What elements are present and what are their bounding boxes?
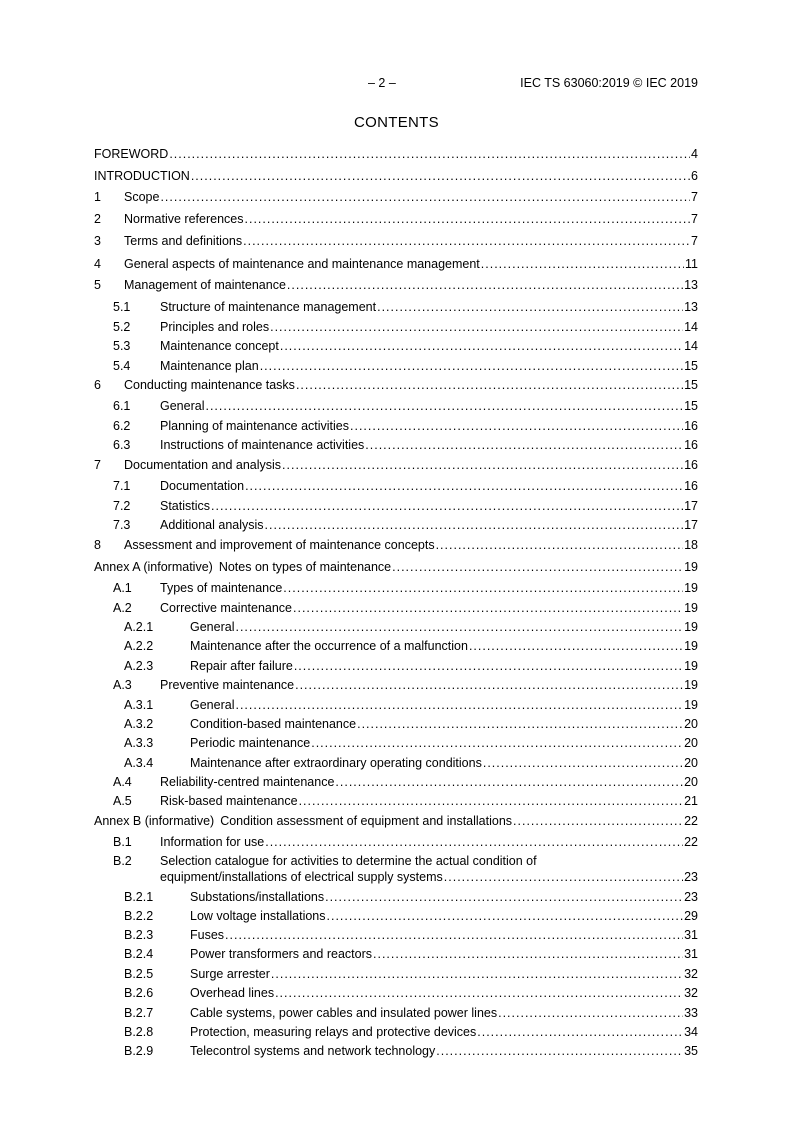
toc-entry-page: 16 <box>684 419 698 433</box>
toc-entry-number: A.2.1 <box>124 620 154 634</box>
dot-leader <box>357 716 683 732</box>
toc-entry-page: 32 <box>684 986 698 1000</box>
toc-entry[interactable] <box>124 908 698 924</box>
toc-entry[interactable] <box>113 478 698 494</box>
dot-leader <box>335 774 683 790</box>
toc-entry-title: Documentation and analysis <box>124 458 282 472</box>
dot-leader <box>325 889 683 905</box>
toc-entry-number: 5.1 <box>113 300 131 314</box>
toc-entry[interactable] <box>113 358 698 374</box>
toc-entry[interactable] <box>94 377 698 393</box>
toc-entry-number: 1 <box>94 190 101 204</box>
dot-leader <box>225 927 683 943</box>
toc-entry-page: 17 <box>684 518 698 532</box>
toc-entry-number: 7.2 <box>113 499 131 513</box>
dot-leader <box>270 319 683 335</box>
dot-leader <box>283 580 683 596</box>
toc-entry-title: Power transformers and reactors <box>190 947 373 961</box>
toc-entry-page: 13 <box>684 300 698 314</box>
toc-entry-title: Substations/installations <box>190 890 325 904</box>
toc-entry[interactable] <box>113 834 698 850</box>
toc-entry[interactable] <box>113 437 698 453</box>
toc-entry-page: 19 <box>684 560 698 574</box>
toc-entry[interactable] <box>113 580 698 596</box>
toc-entry[interactable] <box>113 677 698 693</box>
dot-leader <box>469 638 683 654</box>
toc-entry-number: A.2.2 <box>124 639 154 653</box>
dot-leader <box>436 1043 683 1059</box>
toc-entry-number: 5.2 <box>113 320 131 334</box>
toc-entry-number: A.3.3 <box>124 736 154 750</box>
toc-entry-number: A.4 <box>113 775 132 789</box>
toc-entry-page: 33 <box>684 1006 698 1020</box>
toc-entry[interactable] <box>94 813 698 829</box>
dot-leader <box>260 358 683 374</box>
toc-entry-title: Documentation <box>160 479 245 493</box>
toc-entry-page: 20 <box>684 775 698 789</box>
toc-entry[interactable] <box>113 319 698 335</box>
toc-entry-page: 15 <box>684 399 698 413</box>
toc-entry-number: A.3.1 <box>124 698 154 712</box>
toc-entry-page: 13 <box>684 278 698 292</box>
toc-entry[interactable] <box>124 927 698 943</box>
toc-entry-page: 14 <box>684 339 698 353</box>
toc-entry-number: B.2.6 <box>124 986 154 1000</box>
toc-entry-title: Repair after failure <box>190 659 293 673</box>
toc-entry-number: 3 <box>94 234 101 248</box>
toc-entry-page: 20 <box>684 736 698 750</box>
toc-entry[interactable] <box>94 233 698 249</box>
toc-entry-number: A.2 <box>113 601 132 615</box>
toc-entry-number: Annex B (informative) <box>94 814 215 828</box>
toc-entry-page: 31 <box>684 928 698 942</box>
toc-entry-page: 20 <box>684 717 698 731</box>
toc-entry-title: Normative references <box>124 212 244 226</box>
toc-entry-number: 7 <box>94 458 101 472</box>
toc-entry-title: Periodic maintenance <box>190 736 311 750</box>
toc-entry-title: Planning of maintenance activities <box>160 419 350 433</box>
toc-entry[interactable] <box>124 889 698 905</box>
dot-leader <box>265 834 683 850</box>
toc-entry-number: A.3.4 <box>124 756 154 770</box>
toc-entry-title: General aspects of maintenance and maintenance management <box>124 257 480 271</box>
toc-entry-number: 6.3 <box>113 438 131 452</box>
toc-entry-number: B.1 <box>113 835 132 849</box>
dot-leader <box>296 377 683 393</box>
toc-entry-page: 7 <box>691 190 698 204</box>
toc-entry[interactable] <box>124 697 698 713</box>
toc-entry-title: Protection, measuring relays and protective devices <box>190 1025 477 1039</box>
dot-leader <box>271 966 683 982</box>
toc-entry-page: 22 <box>684 814 698 828</box>
dot-leader <box>169 146 690 162</box>
toc-entry[interactable] <box>94 168 698 184</box>
toc-entry-page: 19 <box>684 581 698 595</box>
toc-entry-number: Annex A (informative) <box>94 560 213 574</box>
toc-entry-page: 16 <box>684 438 698 452</box>
toc-entry[interactable] <box>94 457 698 473</box>
toc-entry-page: 18 <box>684 538 698 552</box>
toc-entry-number: 5 <box>94 278 101 292</box>
toc-entry-title: Assessment and improvement of maintenance concepts <box>124 538 435 552</box>
dot-leader <box>245 211 691 227</box>
toc-entry-page: 16 <box>684 458 698 472</box>
dot-leader <box>205 398 683 414</box>
toc-entry-title: Condition assessment of equipment and installations <box>220 814 513 828</box>
toc-entry-page: 34 <box>684 1025 698 1039</box>
toc-entry-number: B.2.2 <box>124 909 154 923</box>
page-title: CONTENTS <box>354 114 439 131</box>
toc-entry[interactable] <box>124 1024 698 1040</box>
toc-entry[interactable] <box>124 985 698 1001</box>
toc-entry-title: Statistics <box>160 499 211 513</box>
toc-entry-number: 8 <box>94 538 101 552</box>
toc-entry-number: 2 <box>94 212 101 226</box>
dot-leader <box>245 478 683 494</box>
dot-leader <box>295 677 683 693</box>
toc-entry-page: 7 <box>691 212 698 226</box>
toc-entry-title: INTRODUCTION <box>94 169 190 183</box>
toc-entry-title: Principles and roles <box>160 320 270 334</box>
toc-entry[interactable] <box>94 211 698 227</box>
toc-entry-page: 31 <box>684 947 698 961</box>
toc-entry-page: 29 <box>684 909 698 923</box>
dot-leader <box>275 985 683 1001</box>
toc-entry-number: A.3.2 <box>124 717 154 731</box>
dot-leader <box>498 1005 683 1021</box>
toc-entry-title: Terms and definitions <box>124 234 243 248</box>
toc-entry-title: Condition-based maintenance <box>190 717 357 731</box>
toc-entry-page: 19 <box>684 678 698 692</box>
toc-entry-title: Types of maintenance <box>160 581 283 595</box>
toc-entry[interactable] <box>124 735 698 751</box>
dot-leader <box>365 437 683 453</box>
toc-entry-page: 17 <box>684 499 698 513</box>
toc-entry-title: Maintenance concept <box>160 339 279 353</box>
toc-entry-page: 32 <box>684 967 698 981</box>
toc-entry-title: Scope <box>124 190 160 204</box>
toc-entry-page: 22 <box>684 835 698 849</box>
toc-entry-number: B.2.5 <box>124 967 154 981</box>
dot-leader <box>483 755 683 771</box>
dot-leader <box>327 908 684 924</box>
toc-entry-page: 23 <box>684 870 698 884</box>
dot-leader <box>294 658 683 674</box>
toc-entry-title: Preventive maintenance <box>160 678 295 692</box>
toc-entry-page: 15 <box>684 378 698 392</box>
toc-entry-page: 23 <box>684 890 698 904</box>
toc-entry-number: A.3 <box>113 678 132 692</box>
toc-entry-number: B.2.4 <box>124 947 154 961</box>
dot-leader <box>436 537 684 553</box>
toc-entry-title: Structure of maintenance management <box>160 300 377 314</box>
toc-entry-page: 35 <box>684 1044 698 1058</box>
toc-entry[interactable] <box>124 966 698 982</box>
toc-entry-number: 5.3 <box>113 339 131 353</box>
page-number: – 2 – <box>368 76 396 90</box>
toc-entry-title: Surge arrester <box>190 967 270 981</box>
toc-entry-title: Conducting maintenance tasks <box>124 378 295 392</box>
toc-entry[interactable] <box>124 1005 698 1021</box>
dot-leader <box>280 338 683 354</box>
dot-leader <box>243 233 690 249</box>
dot-leader <box>282 457 683 473</box>
toc-entry-title: General <box>190 698 235 712</box>
toc-entry[interactable] <box>113 418 698 434</box>
toc-entry-number: 7.1 <box>113 479 131 493</box>
toc-entry-title: General <box>190 620 235 634</box>
toc-entry-title: Instructions of maintenance activities <box>160 438 365 452</box>
toc-entry-page: 21 <box>684 794 698 808</box>
toc-entry-number: B.2 <box>113 854 132 868</box>
dot-leader <box>293 600 683 616</box>
toc-entry-page: 15 <box>684 359 698 373</box>
toc-entry-title: Management of maintenance <box>124 278 286 292</box>
toc-entry-page: 19 <box>684 659 698 673</box>
toc-entry-number: 6.1 <box>113 399 131 413</box>
toc-entry-title: Information for use <box>160 835 265 849</box>
toc-entry-page: 7 <box>691 234 698 248</box>
toc-entry-page: 20 <box>684 756 698 770</box>
dot-leader <box>265 517 684 533</box>
toc-entry[interactable] <box>94 189 698 205</box>
toc-entry-title: Maintenance after the occurrence of a malfunction <box>190 639 468 653</box>
dot-leader <box>160 189 690 205</box>
toc-entry[interactable] <box>124 1043 698 1059</box>
toc-entry[interactable] <box>94 256 698 272</box>
toc-entry[interactable] <box>94 146 698 162</box>
toc-entry-title: Fuses <box>190 928 225 942</box>
dot-leader <box>235 619 683 635</box>
dot-leader <box>444 869 683 885</box>
toc-entry-page: 19 <box>684 698 698 712</box>
toc-entry-title: Notes on types of maintenance <box>218 560 392 574</box>
toc-entry-title: Low voltage installations <box>190 909 326 923</box>
dot-leader <box>350 418 683 434</box>
toc-entry-title: General <box>160 399 205 413</box>
toc-entry-title: equipment/installations of electrical supply systems <box>160 870 443 884</box>
toc-entry-page: 16 <box>684 479 698 493</box>
toc-entry-number: B.2.3 <box>124 928 154 942</box>
toc-entry-title: FOREWORD <box>94 147 169 161</box>
toc-entry-page: 19 <box>684 601 698 615</box>
toc-entry-page: 11 <box>685 257 698 271</box>
toc-entry-title: Reliability-centred maintenance <box>160 775 335 789</box>
toc-entry-page: 19 <box>684 639 698 653</box>
dot-leader <box>235 697 683 713</box>
toc-entry[interactable] <box>113 498 698 514</box>
toc-entry[interactable] <box>113 299 698 315</box>
toc-entry[interactable] <box>113 793 698 809</box>
toc-entry[interactable] <box>113 338 698 354</box>
toc-entry-title: Risk-based maintenance <box>160 794 298 808</box>
toc-entry[interactable] <box>113 774 698 790</box>
toc-entry[interactable] <box>113 600 698 616</box>
toc-entry-page: 14 <box>684 320 698 334</box>
dot-leader <box>481 256 684 272</box>
toc-entry[interactable] <box>124 638 698 654</box>
toc-entry-page: 6 <box>691 169 698 183</box>
toc-entry-title: Cable systems, power cables and insulated power lines <box>190 1006 498 1020</box>
toc-entry-title: Overhead lines <box>190 986 275 1000</box>
toc-entry-number: B.2.1 <box>124 890 154 904</box>
toc-entry-number: A.2.3 <box>124 659 154 673</box>
dot-leader <box>373 946 683 962</box>
toc-entry[interactable] <box>94 537 698 553</box>
toc-entry-number: 6 <box>94 378 101 392</box>
dot-leader <box>513 813 683 829</box>
toc-entry-number: 5.4 <box>113 359 131 373</box>
page-header <box>94 76 698 92</box>
toc-entry-title: Additional analysis <box>160 518 264 532</box>
toc-entry-number: B.2.7 <box>124 1006 154 1020</box>
toc-entry-page: 4 <box>691 147 698 161</box>
toc-entry[interactable] <box>124 658 698 674</box>
toc-entry[interactable] <box>124 716 698 732</box>
dot-leader <box>211 498 683 514</box>
toc-entry[interactable] <box>94 559 698 575</box>
toc-entry[interactable] <box>113 517 698 533</box>
toc-entry-title: Maintenance after extraordinary operating conditions <box>190 756 482 770</box>
dot-leader <box>299 793 684 809</box>
document-reference: IEC TS 63060:2019 © IEC 2019 <box>520 76 698 90</box>
toc-entry[interactable] <box>113 398 698 414</box>
dot-leader <box>311 735 683 751</box>
toc-entry[interactable] <box>124 946 698 962</box>
toc-entry[interactable] <box>124 619 698 635</box>
toc-entry-title: Maintenance plan <box>160 359 259 373</box>
toc-entry-page: 19 <box>684 620 698 634</box>
toc-entry-number: 7.3 <box>113 518 131 532</box>
dot-leader <box>287 277 683 293</box>
toc-entry-title: Telecontrol systems and network technology <box>190 1044 436 1058</box>
toc-entry-number: 4 <box>94 257 101 271</box>
toc-entry-number: B.2.9 <box>124 1044 154 1058</box>
toc-entry-number: A.1 <box>113 581 132 595</box>
toc-entry-title-line1: Selection catalogue for activities to determine the actual condition of <box>160 854 537 868</box>
dot-leader <box>477 1024 683 1040</box>
toc-entry[interactable] <box>124 755 698 771</box>
dot-leader <box>392 559 683 575</box>
dot-leader <box>191 168 690 184</box>
toc-entry[interactable] <box>94 277 698 293</box>
toc-entry-number: B.2.8 <box>124 1025 154 1039</box>
toc-entry-number: A.5 <box>113 794 132 808</box>
dot-leader <box>377 299 683 315</box>
toc-entry-number: 6.2 <box>113 419 131 433</box>
toc-entry-title: Corrective maintenance <box>160 601 293 615</box>
